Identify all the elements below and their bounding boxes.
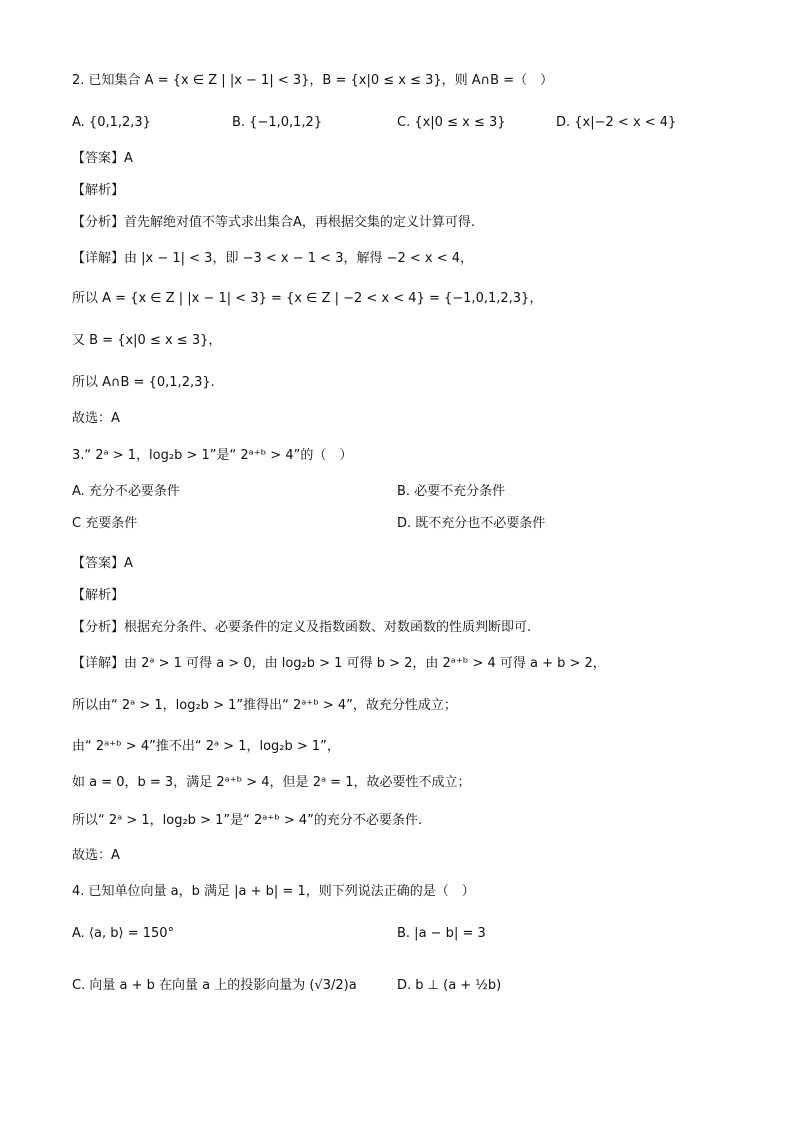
xiangjie-tag: 【详解】 (72, 656, 125, 671)
answer-value: A (124, 151, 133, 166)
q4-option-d: D. b ⊥ (a + ½b) (397, 978, 502, 993)
q2-option-d: D. {x|−2 < x < 4} (556, 115, 677, 130)
q3-xiangjie-line (72, 653, 606, 675)
q2-xiangjie-line (72, 248, 473, 270)
fenxi-tag: 【分析】 (72, 215, 125, 230)
q2-solution-line-3: 又 B = {x|0 ≤ x ≤ 3}， (72, 333, 222, 348)
q3-fenxi-line (72, 617, 531, 639)
q3-option-d: D. 既不充分也不必要条件 (397, 516, 546, 531)
q3-solution-line-2: 所以由“ 2ᵃ > 1，log₂b > 1”推得出“ 2ᵃ⁺ᵇ > 4”，故充分性成立； (72, 698, 457, 713)
q3-solution-line-5: 所以“ 2ᵃ > 1，log₂b > 1”是“ 2ᵃ⁺ᵇ > 4”的充分不必要条件. (72, 813, 423, 828)
xiangjie-tag: 【详解】 (72, 251, 125, 266)
fenxi-text: 首先解绝对值不等式求出集合A，再根据交集的定义计算可得. (124, 215, 476, 230)
q3-analysis-tag: 【解析】 (72, 588, 125, 603)
fenxi-tag: 【分析】 (72, 620, 125, 635)
q3-stem: 3.“ 2ᵃ > 1，log₂b > 1”是“ 2ᵃ⁺ᵇ > 4”的（ ） (72, 448, 353, 463)
q2-solution-line-4: 所以 A∩B = {0,1,2,3}. (72, 375, 215, 390)
q2-stem: 2. 已知集合 A = {x ∈ Z | |x − 1| < 3}，B = {x|0 ≤ x ≤ 3}，则 A∩B =（ ） (72, 73, 554, 88)
q3-choose: 故选：A (72, 848, 120, 863)
answer-tag: 【答案】 (72, 556, 125, 571)
q4-option-a: A. ⟨a, b⟩ = 150° (72, 926, 175, 941)
q3-solution-line-4: 如 a = 0，b = 3，满足 2ᵃ⁺ᵇ > 4，但是 2ᵃ = 1，故必要性不成立； (72, 775, 471, 790)
answer-tag: 【答案】 (72, 151, 125, 166)
q4-stem: 4. 已知单位向量 a，b 满足 |a + b| = 1，则下列说法正确的是（ ） (72, 884, 475, 899)
q2-solution-line-2: 所以 A = {x ∈ Z | |x − 1| < 3} = {x ∈ Z | −2 < x < 4} = {−1,0,1,2,3}， (72, 291, 543, 306)
q4-option-b: B. |a − b| = 3 (397, 926, 486, 941)
q2-analysis-tag: 【解析】 (72, 183, 125, 198)
q3-option-c: C 充要条件 (72, 516, 138, 531)
q2-option-a: A. {0,1,2,3} (72, 115, 151, 130)
q2-option-c: C. {x|0 ≤ x ≤ 3} (397, 115, 506, 130)
q3-option-a: A. 充分不必要条件 (72, 484, 180, 499)
q2-answer-line (72, 148, 133, 170)
q2-choose: 故选：A (72, 411, 120, 426)
q3-solution-line-3: 由“ 2ᵃ⁺ᵇ > 4”推不出“ 2ᵃ > 1，log₂b > 1”， (72, 739, 340, 754)
xiangjie-text: 由 2ᵃ > 1 可得 a > 0，由 log₂b > 1 可得 b > 2，由 2ᵃ⁺ᵇ > 4 可得 a + b > 2， (124, 656, 606, 671)
q3-answer-line (72, 553, 133, 575)
q2-fenxi-line (72, 212, 475, 234)
fenxi-text: 根据充分条件、必要条件的定义及指数函数、对数函数的性质判断即可. (124, 620, 532, 635)
q2-option-b: B. {−1,0,1,2} (232, 115, 323, 130)
answer-value: A (124, 556, 133, 571)
q3-option-b: B. 必要不充分条件 (397, 484, 506, 499)
q4-option-c: C. 向量 a + b 在向量 a 上的投影向量为 (√3/2)a (72, 978, 357, 993)
xiangjie-text: 由 |x − 1| < 3，即 −3 < x − 1 < 3，解得 −2 < x < 4， (124, 251, 474, 266)
